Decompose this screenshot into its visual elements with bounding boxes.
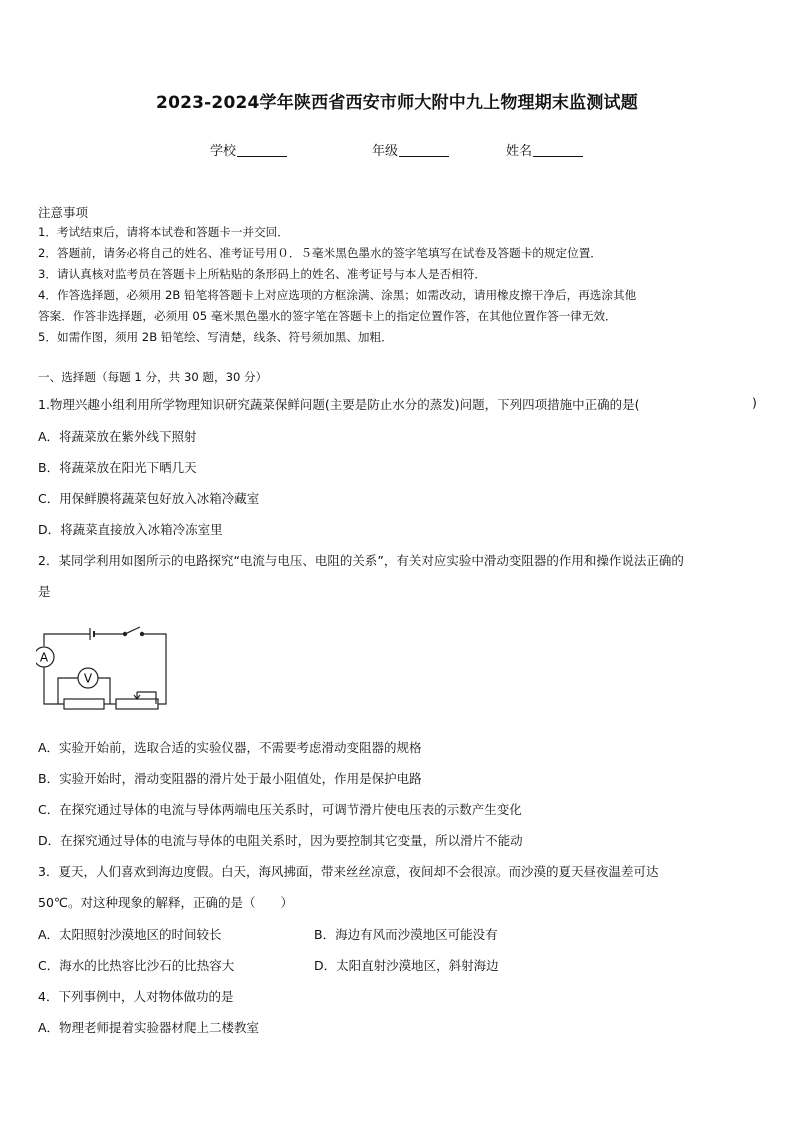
question-4-stem: 4．下列事例中，人对物体做功的是	[38, 989, 234, 1004]
notice-item: 1．考试结束后，请将本试卷和答题卡一并交回．	[38, 225, 289, 239]
circuit-diagram	[36, 620, 176, 720]
exam-title: 2023-2024学年陕西省西安市师大附中九上物理期末监测试题	[156, 93, 638, 113]
notice-item: 5．如需作图，须用 2B 铅笔绘、写清楚，线条、符号须加黑、加粗．	[38, 330, 393, 344]
question-2-stem-line-2: 是	[38, 584, 51, 599]
question-2-option-d[interactable]: D．在探究通过导体的电流与导体的电阻关系时，因为要控制其它变量，所以滑片不能动	[38, 833, 523, 848]
grade-blank[interactable]	[399, 143, 449, 157]
circuit-wire	[142, 634, 166, 704]
notice-heading: 注意事项	[38, 205, 89, 220]
school-blank[interactable]	[237, 143, 287, 157]
notice-item: 3．请认真核对监考员在答题卡上所粘贴的条形码上的姓名、准考证号与本人是否相符．	[38, 267, 486, 281]
question-2-option-b[interactable]: B．实验开始时，滑动变阻器的滑片处于最小阻值处，作用是保护电路	[38, 771, 422, 786]
circuit-wire	[58, 678, 78, 704]
rheostat	[116, 699, 158, 709]
name-label: 姓名	[506, 144, 533, 159]
question-3-option-a[interactable]: A．太阳照射沙漠地区的时间较长	[38, 927, 222, 942]
question-2-option-c[interactable]: C．在探究通过导体的电流与导体两端电压关系时，可调节滑片使电压表的示数产生变化	[38, 802, 522, 817]
fixed-resistor	[64, 699, 104, 709]
question-2-option-a[interactable]: A．实验开始前，选取合适的实验仪器，不需要考虑滑动变阻器的规格	[38, 740, 422, 755]
question-1-option-a[interactable]: A．将蔬菜放在紫外线下照射	[38, 429, 197, 444]
question-3-option-b[interactable]: B．海边有风而沙漠地区可能没有	[314, 927, 498, 942]
notice-item: 2．答题前，请务必将自己的姓名、准考证号用０．５毫米黑色墨水的签字笔填写在试卷及答题卡的规定位置．	[38, 246, 602, 260]
question-1-option-c[interactable]: C．用保鲜膜将蔬菜包好放入冰箱冷藏室	[38, 491, 260, 506]
ammeter-label: A	[39, 650, 49, 665]
switch-blade	[125, 627, 140, 634]
question-4-option-a[interactable]: A．物理老师提着实验器材爬上二楼教室	[38, 1020, 260, 1035]
question-1-option-d[interactable]: D．将蔬菜直接放入冰箱冷冻室里	[38, 522, 223, 537]
school-label: 学校	[210, 144, 237, 159]
voltmeter-label: V	[83, 671, 93, 686]
question-1-option-b[interactable]: B．将蔬菜放在阳光下晒几天	[38, 460, 197, 475]
section-heading: 一、选择题（每题 1 分，共 30 题，30 分）	[38, 370, 268, 384]
name-blank[interactable]	[533, 143, 583, 157]
question-3-stem-line-2: 50℃。对这种现象的解释，正确的是（ ）	[38, 895, 293, 910]
circuit-wire	[137, 692, 156, 704]
question-1-stem: 1.物理兴趣小组利用所学物理知识研究蔬菜保鲜问题(主要是防止水分的蒸发)问题，下列四项措施中正确的是(	[38, 397, 640, 412]
question-1-bracket-close: )	[752, 395, 757, 410]
circuit-wire	[44, 634, 90, 646]
notice-item: 4．作答选择题，必须用 2B 铅笔将答题卡上对应选项的方框涂满、涂黑；如需改动，请用橡皮擦干净后，再选涂其他	[38, 288, 637, 302]
circuit-wire	[44, 667, 64, 704]
school-field[interactable]	[210, 140, 287, 159]
question-2-stem-line-1: 2．某同学利用如图所示的电路探究“电流与电压、电阻的关系”，有关对应实验中滑动变阻器的作用和操作说法正确的	[38, 553, 684, 568]
grade-field[interactable]	[372, 140, 449, 159]
question-3-option-d[interactable]: D．太阳直射沙漠地区，斜射海边	[314, 958, 499, 973]
grade-label: 年级	[372, 144, 399, 159]
name-field[interactable]	[506, 140, 583, 159]
question-3-stem-line-1: 3．夏天，人们喜欢到海边度假。白天，海风拂面，带来丝丝凉意，夜间却不会很凉。而沙漠的夏天昼夜温差可达	[38, 864, 659, 879]
notice-item: 答案．作答非选择题，必须用 05 毫米黑色墨水的签字笔在答题卡上的指定位置作答，在其他位置作答一律无效．	[38, 309, 617, 323]
question-3-option-c[interactable]: C．海水的比热容比沙石的比热容大	[38, 958, 235, 973]
